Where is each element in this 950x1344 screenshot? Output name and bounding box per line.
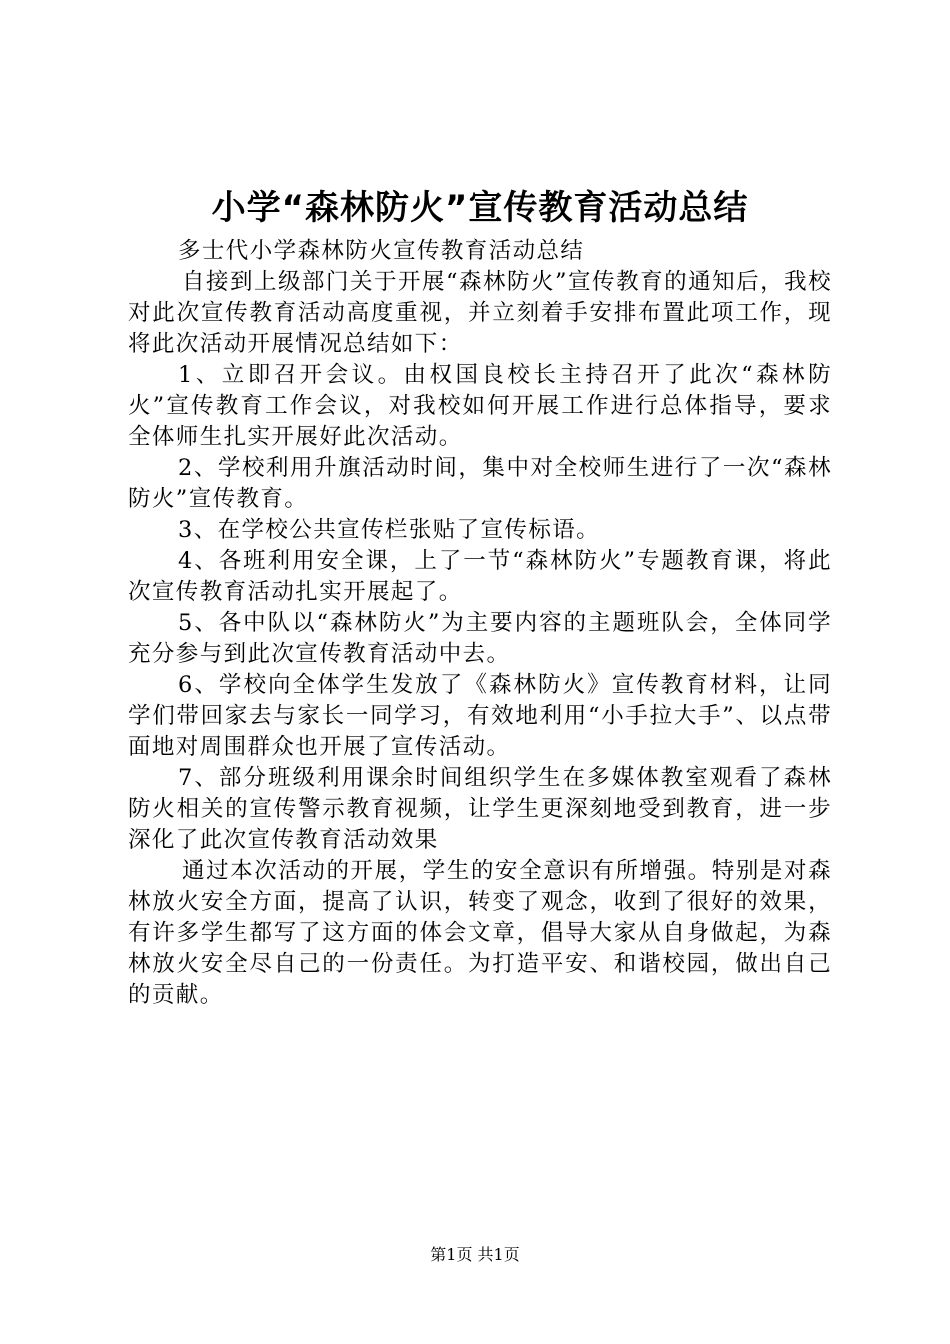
paragraph-item-3: 3、在学校公共宣传栏张贴了宣传标语。	[178, 517, 601, 543]
paragraph-conclusion: 通过本次活动的开展，学生的安全意识有所增强。特别是对森林放火安全方面，提高了认识，转变了观念，收到了很好的效果，有许多学生都写了这方面的体会文章，倡导大家从自身做起，为森林放火安全尽自己的一份责任。为打造平安、和谐校园，做出自己的贡献。	[128, 858, 832, 1008]
paragraph-item-6: 6、学校向全体学生发放了《森林防火》宣传教育材料，让同学们带回家去与家长一同学习，有效地利用“小手拉大手”、以点带面地对周围群众也开展了宣传活动。	[128, 672, 832, 760]
paragraph-item-1: 1、立即召开会议。由权国良校长主持召开了此次“森林防火”宣传教育工作会议，对我校如何开展工作进行总体指导，要求全体师生扎实开展好此次活动。	[128, 362, 832, 450]
document-body	[128, 236, 832, 1011]
paragraph-subtitle: 多士代小学森林防火宣传教育活动总结	[178, 238, 585, 264]
paragraph-intro: 自接到上级部门关于开展“森林防火”宣传教育的通知后，我校对此次宣传教育活动高度重视，并立刻着手安排布置此项工作，现将此次活动开展情况总结如下：	[128, 269, 832, 357]
paragraph-item-5: 5、各中队以“森林防火”为主要内容的主题班队会，全体同学充分参与到此次宣传教育活动中去。	[128, 610, 832, 667]
paragraph-item-7: 7、部分班级利用课余时间组织学生在多媒体教室观看了森林防火相关的宣传警示教育视频，让学生更深刻地受到教育，进一步深化了此次宣传教育活动效果	[128, 765, 832, 853]
document-title: 小学“森林防火”宣传教育活动总结	[211, 188, 749, 228]
page-number-footer: 第1页 共1页	[430, 1245, 520, 1264]
paragraph-item-2: 2、学校利用升旗活动时间，集中对全校师生进行了一次“森林防火”宣传教育。	[128, 455, 832, 512]
paragraph-item-4: 4、各班利用安全课，上了一节“森林防火”专题教育课，将此次宣传教育活动扎实开展起了。	[128, 548, 832, 605]
